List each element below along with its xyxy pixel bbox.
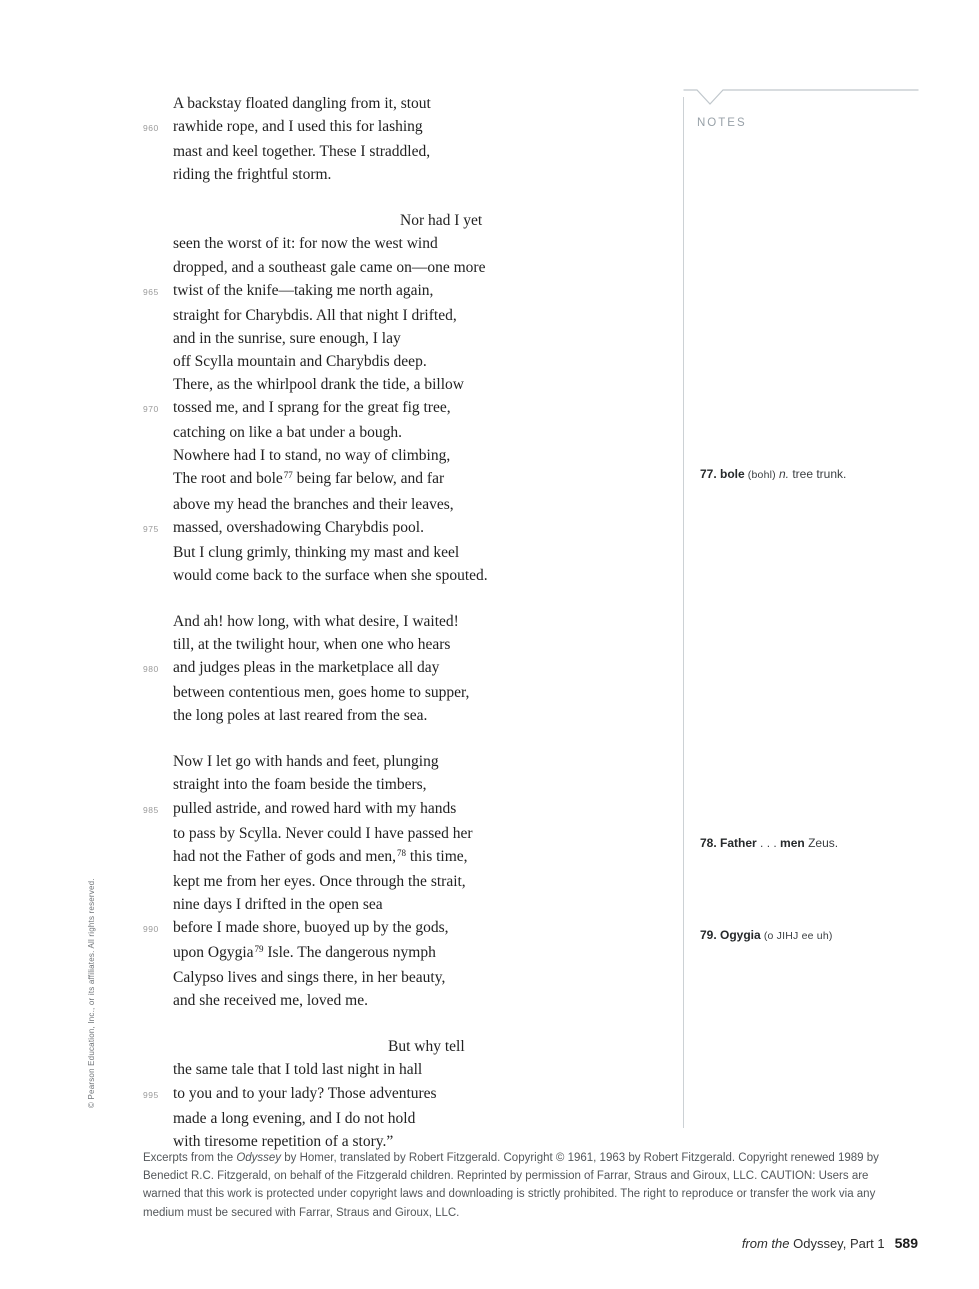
poem-line-text: the long poles at last reared from the sea. bbox=[173, 707, 428, 725]
line-number: 970 bbox=[143, 404, 159, 415]
line-number: 975 bbox=[143, 523, 159, 534]
line-number: 990 bbox=[143, 924, 159, 934]
margin-note: 79. Ogygia (o JIHJ ee uh) bbox=[700, 928, 833, 942]
poem-line-text: nine days I drifted in the open sea bbox=[173, 895, 383, 913]
poem-line bbox=[140, 444, 610, 467]
poem-line-text: Nowhere had I to stand, no way of climbing, bbox=[173, 447, 451, 465]
poem-line bbox=[140, 304, 610, 327]
poem-line-text: mast and keel together. These I straddled, bbox=[173, 143, 431, 161]
poem-line-text: riding the frightful storm. bbox=[173, 166, 332, 184]
poem-line-text: Nor had I yet bbox=[400, 212, 483, 230]
poem-line bbox=[140, 1107, 610, 1130]
poem-line-text: before I made shore, buoyed up by the gods, bbox=[173, 919, 449, 936]
poem-line bbox=[140, 232, 610, 255]
poem-line-text: between contentious men, goes home to supper, bbox=[173, 684, 470, 702]
poem-line bbox=[140, 350, 610, 373]
poem-line bbox=[140, 541, 610, 564]
poem-line-text: twist of the knife—taking me north again, bbox=[173, 281, 434, 299]
poem-line-text: off Scylla mountain and Charybdis deep. bbox=[173, 352, 427, 370]
poem-line-text: The root and bole$^{77}$ being far below, and far bbox=[173, 470, 445, 488]
poem-line-text: rawhide rope, and I used this for lashing bbox=[173, 118, 423, 136]
margin-note: 78. Father . . . men Zeus. bbox=[700, 836, 839, 850]
poem-line-text: to pass by Scylla. Never could I have passed her bbox=[173, 824, 473, 842]
poem-line bbox=[140, 516, 610, 541]
poem-line bbox=[140, 209, 610, 232]
poem-line bbox=[140, 633, 610, 656]
footnote-ref: 78 bbox=[396, 847, 406, 858]
footnote-ref: 79 bbox=[254, 944, 264, 955]
poem-line-text: upon Ogygia$^{79}$ Isle. The dangerous nymph bbox=[173, 944, 436, 962]
poem-line bbox=[140, 704, 610, 727]
line-number: 985 bbox=[143, 804, 159, 815]
line-number: 995 bbox=[143, 1089, 159, 1100]
line-number: 965 bbox=[143, 286, 159, 297]
poem-line-text: But why tell bbox=[388, 1038, 465, 1056]
poem-stanza bbox=[140, 1035, 610, 1152]
notes-header-rule-icon bbox=[683, 89, 919, 106]
poem-line-text: with tiresome repetition of a story.” bbox=[173, 1132, 394, 1150]
poem-line-text: But I clung grimly, thinking my mast and keel bbox=[173, 543, 460, 561]
poem-line bbox=[140, 870, 610, 893]
poem-line bbox=[140, 327, 610, 350]
poem-line bbox=[140, 493, 610, 516]
poem-line bbox=[140, 92, 610, 115]
poem-line bbox=[140, 989, 610, 1012]
poem-line bbox=[140, 610, 610, 633]
margin-note: 77. bole (bohl) n. tree trunk. bbox=[700, 467, 847, 481]
poem-line bbox=[140, 681, 610, 704]
poem-line-text: made a long evening, and I do not hold bbox=[173, 1109, 416, 1127]
poem-stanza bbox=[140, 610, 610, 727]
poem-line bbox=[140, 656, 610, 681]
poem-line bbox=[140, 845, 610, 870]
poem-line-text: the same tale that I told last night in hall bbox=[173, 1061, 423, 1079]
line-number: 960 bbox=[143, 123, 159, 134]
poem-line-text: catching on like a bat under a bough. bbox=[173, 424, 402, 442]
poem-line-text: dropped, and a southeast gale came on—one more bbox=[173, 258, 486, 276]
poem-line-text: Now I let go with hands and feet, plunging bbox=[173, 753, 439, 771]
poem-line bbox=[140, 822, 610, 845]
poem-line bbox=[140, 279, 610, 304]
poem-line bbox=[140, 1058, 610, 1081]
poem-line-text: kept me from her eyes. Once through the strait, bbox=[173, 872, 466, 890]
poem-line-text: seen the worst of it: for now the west wind bbox=[173, 235, 438, 253]
poem-line bbox=[140, 396, 610, 421]
poem-line-text: above my head the branches and their leaves, bbox=[173, 495, 454, 513]
poem-line bbox=[140, 115, 610, 140]
poem-line bbox=[140, 941, 610, 966]
poem-line-text: There, as the whirlpool drank the tide, a billow bbox=[173, 376, 464, 394]
poem-line bbox=[140, 373, 610, 396]
footnote-ref: 77 bbox=[283, 470, 293, 481]
poem-line bbox=[140, 421, 610, 444]
poem-line-text: pulled astride, and rowed hard with my hands bbox=[173, 799, 457, 817]
page-footer: from the Odyssey, Part 1 589 bbox=[741, 1235, 918, 1251]
poem-line-text: A backstay floated dangling from it, stout bbox=[173, 95, 431, 112]
poem-line-text: and she received me, loved me. bbox=[173, 992, 368, 1010]
poem-line-text: Calypso lives and sings there, in her beauty, bbox=[173, 969, 446, 987]
poem-line-text: to you and to your lady? Those adventures bbox=[173, 1084, 437, 1102]
poem-line bbox=[140, 893, 610, 916]
poem-line-text: would come back to the surface when she spouted. bbox=[173, 566, 488, 584]
poem-line bbox=[140, 140, 610, 163]
poem-line-text: massed, overshadowing Charybdis pool. bbox=[173, 518, 424, 536]
credits-text: Excerpts from the Odyssey by Homer, translated by Robert Fitzgerald. Copyright © 1961, 1963 by Robert Fitzgerald. Copyright renewed 1989 by Benedict R.C. Fitzgerald, on behalf of the Fitzgerald children. Reprinted by permission of Farrar, Straus and Giroux, LLC. CAUTION: Users are warned that this work is protected under copyright laws and downloading is strictly prohibited. The right to reproduce or transfer the work via any medium must be secured with Farrar, Straus and Giroux, LLC. bbox=[143, 1152, 879, 1219]
poem-stanza bbox=[140, 92, 610, 186]
poem bbox=[140, 92, 610, 1176]
line-number: 980 bbox=[143, 664, 159, 675]
poem-line-text: till, at the twilight hour, when one who hears bbox=[173, 635, 451, 653]
poem-line-text: straight into the foam beside the timbers, bbox=[173, 776, 427, 794]
poem-line bbox=[140, 256, 610, 279]
poem-line bbox=[140, 966, 610, 989]
poem-line bbox=[140, 750, 610, 773]
poem-stanza bbox=[140, 750, 610, 1012]
notes-divider-line bbox=[683, 97, 684, 1128]
poem-line bbox=[140, 773, 610, 796]
poem-line-text: had not the Father of gods and men,$^{78}$ this time, bbox=[173, 847, 468, 865]
poem-line bbox=[140, 916, 610, 941]
poem-line bbox=[140, 564, 610, 587]
notes-panel-title: NOTES bbox=[697, 117, 747, 129]
poem-line-text: tossed me, and I sprang for the great fig tree, bbox=[173, 399, 451, 417]
poem-line bbox=[140, 1035, 610, 1058]
poem-stanza bbox=[140, 209, 610, 587]
poem-line-text: and judges pleas in the marketplace all day bbox=[173, 659, 440, 677]
poem-line bbox=[140, 163, 610, 186]
side-copyright-text: © Pearson Education, Inc., or its affiliates. All rights reserved. bbox=[87, 878, 96, 1108]
poem-line bbox=[140, 467, 610, 492]
poem-line bbox=[140, 1082, 610, 1107]
poem-line bbox=[140, 797, 610, 822]
poem-line-text: straight for Charybdis. All that night I drifted, bbox=[173, 306, 457, 324]
poem-line-text: And ah! how long, with what desire, I waited! bbox=[173, 612, 459, 630]
poem-line-text: and in the sunrise, sure enough, I lay bbox=[173, 329, 401, 347]
